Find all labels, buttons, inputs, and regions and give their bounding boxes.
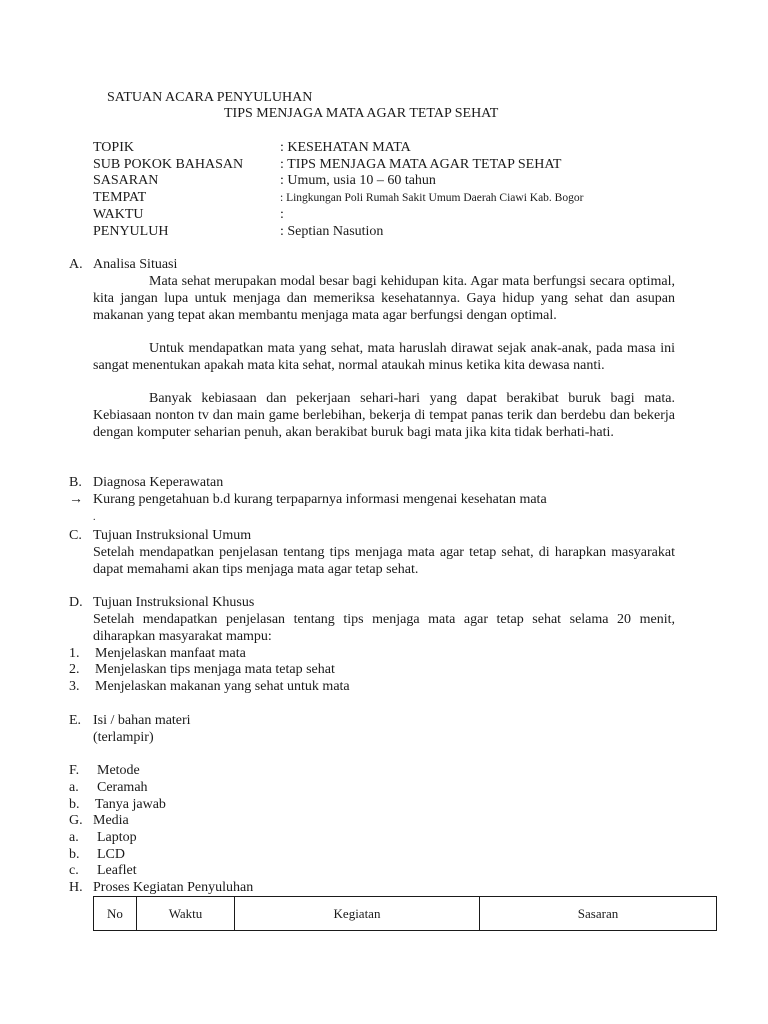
info-value-penyuluh: : Septian Nasution (280, 224, 384, 239)
list-item: Menjelaskan tips menjaga mata tetap sehat (95, 662, 335, 677)
list-item-number: 2. (69, 662, 80, 677)
list-item-number: 3. (69, 679, 80, 694)
list-item: Menjelaskan makanan yang sehat untuk mata (95, 679, 350, 694)
doc-subtitle: TIPS MENJAGA MATA AGAR TETAP SEHAT (224, 106, 499, 121)
section-a-letter: A. (69, 257, 83, 272)
list-item: Ceramah (97, 780, 148, 795)
section-c-letter: C. (69, 528, 82, 543)
section-c-title: Tujuan Instruksional Umum (93, 528, 252, 543)
info-value-tempat: : Lingkungan Poli Rumah Sakit Umum Daerah Ciawi Kab. Bogor (280, 192, 584, 204)
list-item-number: a. (69, 830, 79, 845)
list-item: Tanya jawab (95, 797, 166, 812)
section-g-letter: G. (69, 813, 83, 828)
info-label-sub-pokok: SUB POKOK BAHASAN (93, 157, 244, 172)
list-item-number: 1. (69, 646, 80, 661)
section-f-title: Metode (97, 763, 140, 778)
info-label-topik: TOPIK (93, 140, 134, 155)
section-e-sub: (terlampir) (93, 730, 154, 745)
info-value-topik: : KESEHATAN MATA (280, 140, 411, 155)
info-label-tempat: TEMPAT (93, 190, 147, 205)
list-item: Menjelaskan manfaat mata (95, 646, 246, 661)
section-b-letter: B. (69, 475, 82, 490)
info-label-penyuluh: PENYULUH (93, 224, 169, 239)
activity-table (93, 896, 717, 931)
section-g-title: Media (93, 813, 129, 828)
list-item-number: a. (69, 780, 79, 795)
section-b-title: Diagnosa Keperawatan (93, 475, 224, 490)
list-item-number: b. (69, 797, 80, 812)
section-f-letter: F. (69, 763, 80, 778)
section-a-title: Analisa Situasi (93, 257, 178, 272)
table-header-waktu: Waktu (137, 897, 235, 931)
table-header-no: No (94, 897, 137, 931)
list-item: Laptop (97, 830, 137, 845)
info-value-sub-pokok: : TIPS MENJAGA MATA AGAR TETAP SEHAT (280, 157, 562, 172)
list-item: Leaflet (97, 863, 137, 878)
section-b-text: Kurang pengetahuan b.d kurang terpaparnya informasi mengenai kesehatan mata (93, 492, 547, 507)
table-header-row (94, 897, 717, 931)
list-item: LCD (97, 847, 125, 862)
info-value-waktu: : (280, 207, 284, 222)
info-label-waktu: WAKTU (93, 207, 144, 222)
section-a-paragraph-2: Untuk mendapatkan mata yang sehat, mata haruslah dirawat sejak anak-anak, pada masa ini sangat menentukan apakah mata kita sehat, normal ataukah minus ketika kita dewasa nanti. (93, 341, 675, 373)
section-c-text: Setelah mendapatkan penjelasan tentang tips menjaga mata agar tetap sehat, di harapkan masyarakat dapat memahami akan tips menjaga mata agar tetap sehat. (93, 545, 675, 577)
list-item-number: b. (69, 847, 80, 862)
section-a-paragraph-3: Banyak kebiasaan dan pekerjaan sehari-hari yang dapat berakibat buruk bagi mata. Kebiasaan nonton tv dan main game berlebihan, bekerja di tempat panas terik dan berdebu dan bekerja dengan komputer seharian penuh, akan berakibat buruk bagi mata jika kita tidak berhati-hati. (93, 391, 675, 440)
section-a-paragraph-1: Mata sehat merupakan modal besar bagi kehidupan kita. Agar mata berfungsi secara optimal, kita jangan lupa untuk menjaga dan memeriksa kesehatannya. Gaya hidup yang sehat dan asupan makanan yang tepat akan membantu menjaga mata agar berfungsi dengan optimal. (93, 274, 675, 323)
arrow-icon: → (69, 492, 83, 507)
table-header-kegiatan: Kegiatan (235, 897, 480, 931)
section-h-letter: H. (69, 880, 83, 895)
section-b-dot: . (93, 512, 96, 523)
doc-title: SATUAN ACARA PENYULUHAN (107, 90, 313, 105)
section-d-letter: D. (69, 595, 83, 610)
info-label-sasaran: SASARAN (93, 173, 159, 188)
section-d-text: Setelah mendapatkan penjelasan tentang tips menjaga mata agar tetap sehat selama 20 menit, diharapkan masyarakat mampu: (93, 612, 675, 644)
section-h-title: Proses Kegiatan Penyuluhan (93, 880, 254, 895)
section-d-title: Tujuan Instruksional Khusus (93, 595, 255, 610)
info-value-sasaran: : Umum, usia 10 – 60 tahun (280, 173, 436, 188)
section-e-letter: E. (69, 713, 82, 728)
table-header-sasaran: Sasaran (480, 897, 717, 931)
list-item-number: c. (69, 863, 79, 878)
section-e-title: Isi / bahan materi (93, 713, 191, 728)
